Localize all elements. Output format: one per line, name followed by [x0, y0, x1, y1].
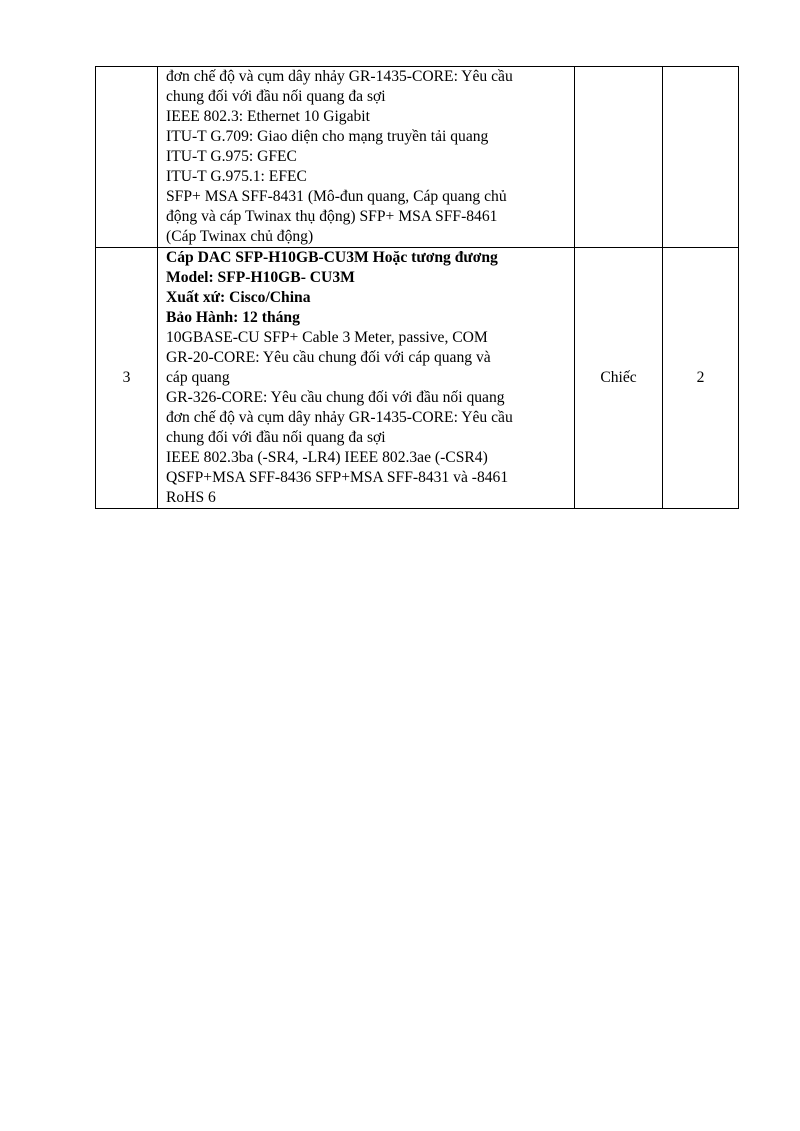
- description-line: động và cáp Twinax thụ động) SFP+ MSA SFF-8461: [166, 208, 498, 225]
- product-warranty: Bảo Hành: 12 tháng: [166, 309, 300, 326]
- description-line: IEEE 802.3: Ethernet 10 Gigabit: [166, 108, 370, 125]
- unit-cell: [575, 67, 663, 248]
- description-line: cáp quang: [166, 369, 230, 386]
- quantity-cell: [663, 67, 739, 248]
- product-model: Model: SFP-H10GB- CU3M: [166, 269, 355, 286]
- description-line: 10GBASE-CU SFP+ Cable 3 Meter, passive, COM: [166, 329, 488, 346]
- table-row: [96, 67, 739, 248]
- description-line: đơn chế độ và cụm dây nhảy GR-1435-CORE: Yêu cầu: [166, 68, 513, 85]
- product-origin: Xuất xứ: Cisco/China: [166, 289, 311, 306]
- description-line: chung đối với đầu nối quang đa sợi: [166, 429, 386, 446]
- description-line: đơn chế độ và cụm dây nhảy GR-1435-CORE: Yêu cầu: [166, 409, 513, 426]
- row-number-cell: 3: [96, 248, 158, 509]
- description-cell: [158, 67, 575, 248]
- description-line: chung đối với đầu nối quang đa sợi: [166, 88, 386, 105]
- unit-cell: Chiếc: [575, 248, 663, 509]
- row-number-cell: [96, 67, 158, 248]
- description-line: ITU-T G.975.1: EFEC: [166, 168, 307, 185]
- description-line: ITU-T G.975: GFEC: [166, 148, 297, 165]
- description-cell: [158, 248, 575, 509]
- description-line: RoHS 6: [166, 489, 216, 506]
- description-line: (Cáp Twinax chủ động): [166, 228, 314, 245]
- product-title: Cáp DAC SFP-H10GB-CU3M Hoặc tương đương: [166, 249, 498, 266]
- description-line: GR-20-CORE: Yêu cầu chung đối với cáp quang và: [166, 349, 491, 366]
- description-line: IEEE 802.3ba (-SR4, -LR4) IEEE 802.3ae (-CSR4): [166, 449, 488, 466]
- spec-table: [95, 66, 739, 509]
- description-line: GR-326-CORE: Yêu cầu chung đối với đầu nối quang: [166, 389, 505, 406]
- description-line: QSFP+MSA SFF-8436 SFP+MSA SFF-8431 và -8461: [166, 469, 509, 486]
- quantity-cell: 2: [663, 248, 739, 509]
- description-line: ITU-T G.709: Giao diện cho mạng truyền tải quang: [166, 128, 489, 145]
- table-row: [96, 248, 739, 509]
- description-line: SFP+ MSA SFF-8431 (Mô-đun quang, Cáp quang chủ: [166, 188, 507, 205]
